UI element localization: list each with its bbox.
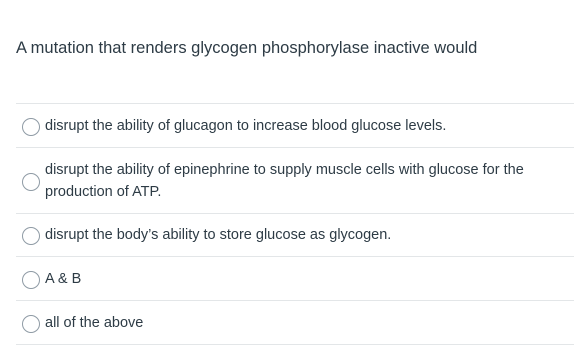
radio-button-3[interactable]: [22, 227, 40, 245]
radio-button-2[interactable]: [22, 173, 40, 191]
radio-button-5[interactable]: [22, 315, 40, 333]
answer-label-2: disrupt the ability of epinephrine to supply muscle cells with glucose for the production of ATP.: [45, 161, 524, 200]
answer-label-1: disrupt the ability of glucagon to increase blood glucose levels.: [45, 117, 447, 134]
answer-label-4: A & B: [45, 270, 82, 287]
answer-option-3[interactable]: [16, 214, 574, 257]
radio-button-1[interactable]: [22, 118, 40, 136]
answer-list: [16, 103, 574, 345]
answer-option-1[interactable]: [16, 104, 574, 148]
answer-option-2[interactable]: [16, 148, 574, 214]
answer-option-4[interactable]: [16, 257, 574, 301]
answer-label-5: all of the above: [45, 314, 144, 331]
answer-option-5[interactable]: [16, 301, 574, 345]
answer-label-3: disrupt the body’s ability to store glucose as glycogen.: [45, 227, 392, 243]
question-text: A mutation that renders glycogen phosphorylase inactive would: [16, 39, 478, 57]
radio-button-4[interactable]: [22, 271, 40, 289]
